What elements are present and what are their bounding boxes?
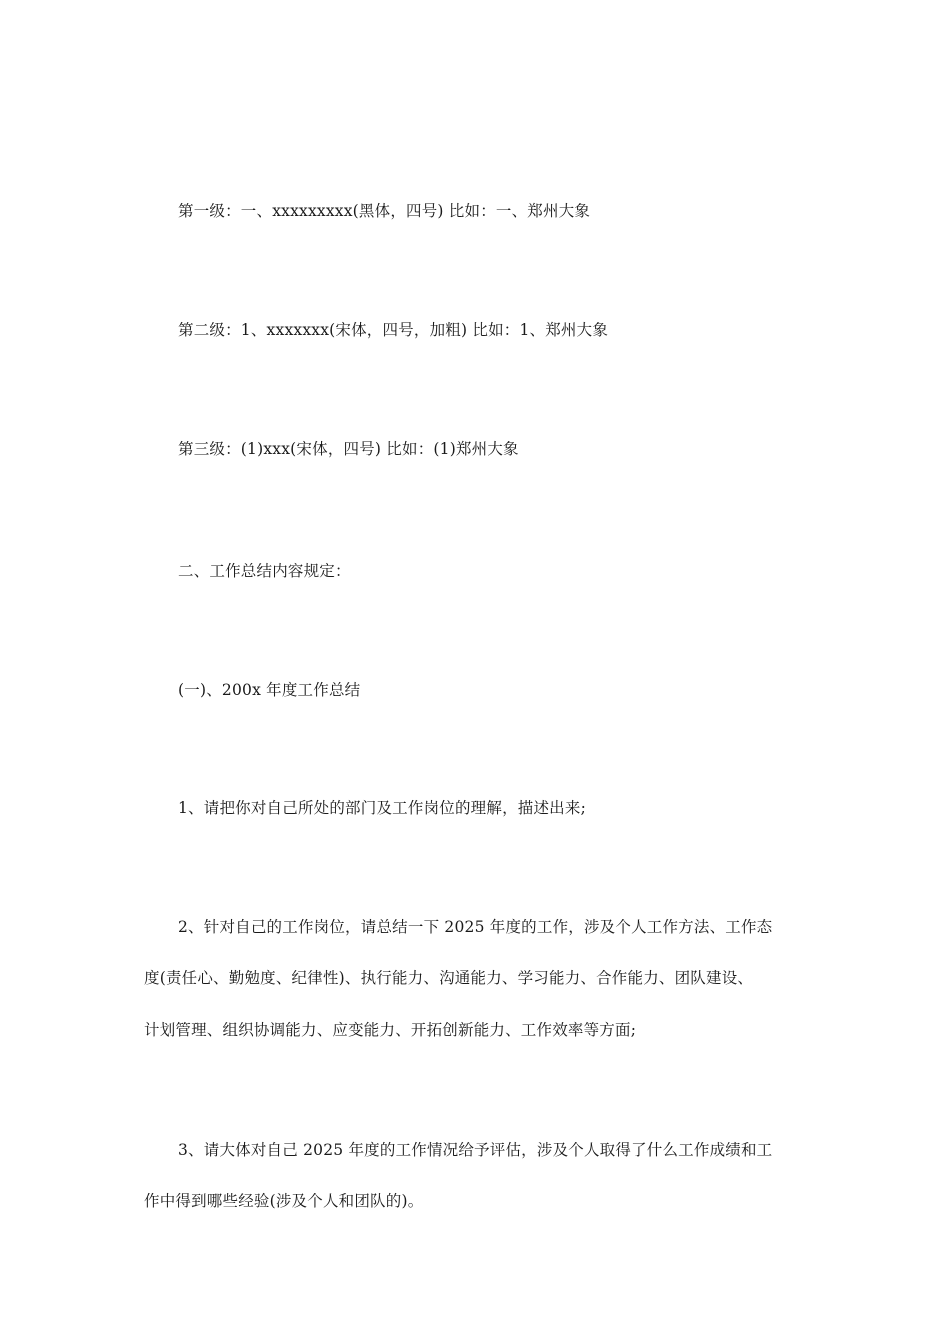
item-1-paragraph: 1、请把你对自己所处的部门及工作岗位的理解，描述出来; xyxy=(178,799,586,817)
item-2-paragraph-line-1: 2、针对自己的工作岗位，请总结一下 2025 年度的工作，涉及个人工作方法、工作态 xyxy=(178,918,773,936)
section-two-heading: 二、工作总结内容规定： xyxy=(178,562,351,580)
item-3-paragraph-line-2: 作中得到哪些经验(涉及个人和团队的)。 xyxy=(144,1192,424,1210)
item-3-paragraph-line-1: 3、请大体对自己 2025 年度的工作情况给予评估，涉及个人取得了什么工作成绩和工 xyxy=(178,1141,773,1159)
heading-level-1-rule: 第一级：一、xxxxxxxxx(黑体，四号) 比如：一、郑州大象 xyxy=(178,202,591,220)
subsection-one-heading: (一)、200x 年度工作总结 xyxy=(178,681,361,699)
item-2-paragraph-line-3: 计划管理、组织协调能力、应变能力、开拓创新能力、工作效率等方面; xyxy=(144,1021,637,1039)
heading-level-2-rule: 第二级：1、xxxxxxx(宋体，四号，加粗) 比如：1、郑州大象 xyxy=(178,321,609,339)
item-2-paragraph-line-2: 度(责任心、勤勉度、纪律性)、执行能力、沟通能力、学习能力、合作能力、团队建设、 xyxy=(144,969,754,987)
heading-level-3-rule: 第三级：(1)xxx(宋体，四号) 比如：(1)郑州大象 xyxy=(178,440,519,458)
